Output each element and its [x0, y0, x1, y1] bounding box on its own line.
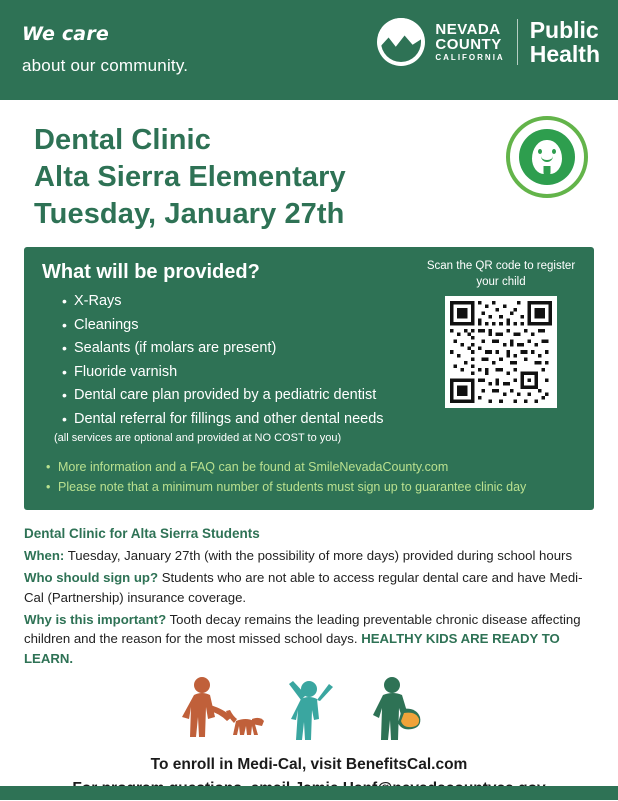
- dept-line2: Health: [529, 41, 600, 68]
- dept-line1: Public: [529, 17, 599, 43]
- when-text: Tuesday, January 27th (with the possibility of more days) provided during school hours: [67, 548, 573, 564]
- page-title: [0, 100, 618, 233]
- details-who: [24, 568, 594, 608]
- list-item: • Dental referral for fillings and other dental needs: [62, 408, 576, 431]
- qr-section: [426, 259, 576, 408]
- header-band: [0, 0, 618, 100]
- logo-mark: [377, 18, 504, 66]
- panel-notes: [42, 457, 576, 498]
- list-item: • Cleanings: [62, 314, 576, 337]
- title-line-1: Dental Clinic: [34, 124, 211, 156]
- services-panel: [24, 247, 594, 510]
- logo-divider: [517, 19, 518, 65]
- county-seal-icon: [377, 18, 425, 66]
- smiling-tooth-icon: [506, 116, 588, 198]
- panel-note: • Please note that a minimum number of students must sign up to guarantee clinic day: [44, 477, 576, 498]
- bottom-color-bar: [0, 786, 618, 800]
- adult-with-baby-icon: [373, 677, 420, 740]
- list-item: • Dental care plan provided by a pediatric dentist: [62, 384, 576, 407]
- county-line3: CALIFORNIA: [435, 53, 505, 63]
- details-section: [24, 524, 594, 669]
- qr-caption: Scan the QR code to register your child: [426, 260, 576, 288]
- list-item: • Fluoride varnish: [62, 361, 576, 384]
- details-heading: Dental Clinic for Alta Sierra Students: [24, 525, 260, 541]
- figures-illustration: [0, 675, 618, 749]
- tagline-rest: about our community.: [22, 55, 189, 75]
- why-label: Why is this important?: [24, 611, 167, 627]
- header-tagline: [22, 22, 188, 78]
- person-with-dog-icon: [182, 677, 264, 737]
- agency-logo: [377, 18, 600, 66]
- services-sub-note: (all services are optional and provided at NO COST to you): [54, 432, 342, 445]
- title-line-2: Alta Sierra Elementary: [34, 161, 346, 194]
- who-text: Students who are not able to access regular dental care and have Medi-Cal (Partnership) insurance coverage.: [24, 570, 583, 605]
- who-label: Who should sign up?: [24, 570, 159, 586]
- list-item: • X-Rays: [62, 290, 576, 313]
- county-logo-text: [435, 22, 504, 63]
- qr-code[interactable]: [445, 296, 557, 408]
- qr-code-image: [450, 301, 552, 403]
- why-emphasis: HEALTHY KIDS ARE READY TO LEARN.: [24, 631, 560, 667]
- footer-line-1: To enroll in Medi-Cal, visit BenefitsCal.com: [150, 756, 468, 774]
- panel-heading: What will be provided?: [42, 261, 260, 284]
- county-line2: COUNTY: [435, 36, 502, 54]
- tagline-italic: We care: [22, 23, 109, 46]
- child-celebrating-icon: [289, 681, 333, 740]
- people-and-dog-icon: [164, 675, 454, 749]
- when-label: When:: [24, 548, 65, 564]
- details-when: [24, 546, 594, 566]
- why-text: Tooth decay remains the leading preventable chronic disease affecting children and the reason for the most missed school days.: [24, 611, 581, 647]
- department-name: [530, 18, 600, 66]
- details-why: [24, 610, 594, 669]
- panel-note: • More information and a FAQ can be found at SmileNevadaCounty.com: [44, 457, 576, 478]
- list-item: • Sealants (if molars are present): [62, 337, 576, 360]
- title-line-3: Tuesday, January 27th: [34, 198, 345, 231]
- county-line1: NEVADA: [435, 20, 501, 38]
